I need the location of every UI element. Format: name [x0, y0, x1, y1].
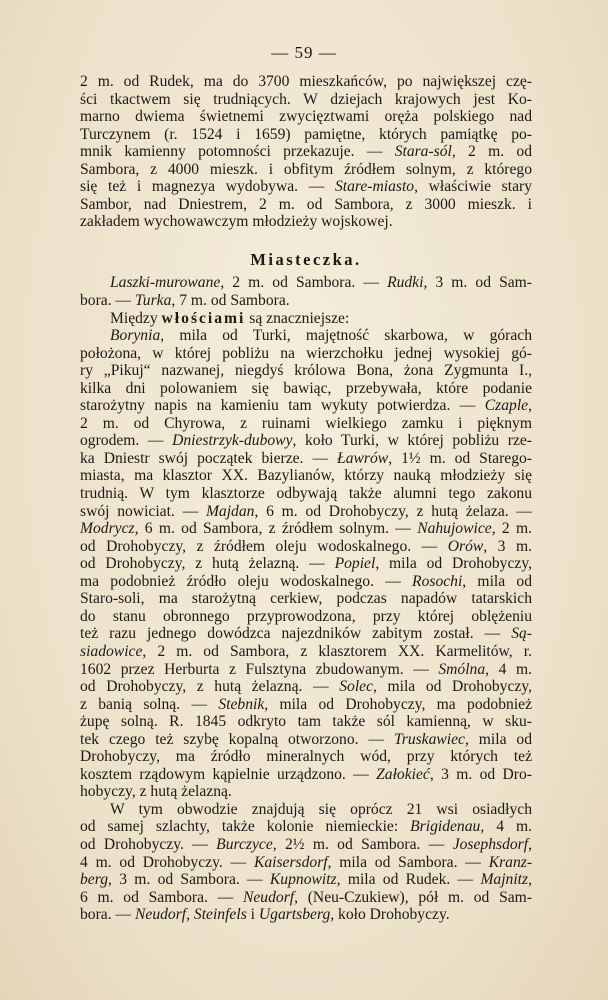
text-line: tek czego też szybę kopalną otworzono. — Truskawiec, mila od	[80, 730, 532, 748]
villages-heading-prefix: Między	[110, 309, 158, 327]
text-line: ogrodem. — Dniestrzyk-dubowy, koło Turki, w której pobliżu rze-	[80, 432, 532, 450]
text-line: od samej szlachty, także kolonie niemieckie: Brigidenau, 4 m.	[80, 818, 532, 836]
text-line: od Drohobyczy, z hutą żelazną. — Popiel, mila od Drohobyczy,	[80, 555, 532, 573]
text-line: siadowice, 2 m. od Sambora, z klasztorem XX. Karmelitów, r.	[80, 642, 532, 660]
text-line: z banią solną. — Stebnik, mila od Drohobyczy, ma podobnież	[80, 695, 533, 713]
text-line: 2 m. od Rudek, ma do 3700 mieszkańców, po największej czę-	[80, 73, 532, 90]
text-line: Turczynem (r. 1524 i 1659) pamiętne, których pamiątkę po-	[80, 125, 532, 143]
text-line: Drohobyczy, ma źródło mineralnych wód, przy których też	[80, 748, 532, 766]
text-line: położona, w której pobliżu na wierzchołku jednej wysokiej gó-	[80, 344, 532, 362]
text-line: żupę solną. R. 1845 odkryto tam także sól kamienną, w sku-	[80, 713, 532, 731]
text-line: bora. — Turka, 7 m. od Sambora.	[80, 292, 290, 310]
text-line: trudnią. W tym klasztorze odbywają także alumni tego zakonu	[80, 485, 532, 503]
text-line: 4 m. od Drohobyczy. — Kaisersdorf, mila od Sambora. — Kranz-	[80, 853, 533, 871]
text-line: 6 m. od Sambora. — Neudorf, (Neu-Czukiew), pół m. od Sam-	[80, 888, 532, 906]
text-line: do stanu obronnego przyprowodzona, przy której oblężeniu	[80, 607, 532, 625]
villages-heading	[80, 310, 532, 328]
villages-paragraph	[80, 327, 532, 801]
text-line: swój nowiciat. — Majdan, 6 m. od Drohobyczy, z hutą żelaza. —	[80, 502, 533, 520]
text-line: 1602 przez Herburta z Fulsztyna zbudowanym. — Smólna, 4 m.	[80, 660, 532, 678]
text-line: się też i magnezya wydobywa. — Stare-miasto, właściwie stary	[80, 178, 532, 196]
text-line: ma podobnież źródło oleju wodoskalnego. — Rosochi, mila od	[80, 572, 532, 590]
text-line: 2 m. od Chyrowa, z ruinami wielkiego zamku i pięknym	[80, 414, 532, 432]
text-line: Staro-soli, ma starożytną cerkiew, podczas napadów tatarskich	[80, 590, 532, 608]
text-line: Sambora, z 4000 mieszk. i obfitym źródłem solnym, z którego	[80, 160, 532, 178]
villages-heading-suffix: są znaczniejsze:	[249, 309, 350, 327]
text-line: ści tkactwem się trudniących. W dziejach krajowych jest Ko-	[80, 90, 532, 108]
text-line: Laszki-murowane, 2 m. od Sambora. — Rudki, 3 m. od Sam-	[110, 274, 532, 292]
text-line: mnik kamienny potomności przekazuje. — Stara-sól, 2 m. od	[80, 143, 533, 161]
text-line: Sambor, nad Dniestrem, 2 m. od Sambora, z 3000 mieszk. i	[80, 195, 532, 213]
page-number: — 59 —	[271, 43, 337, 62]
text-line: miasta, ma klasztor XX. Bazylianów, którzy nauką młodzieży się	[80, 467, 532, 485]
text-line: W tym obwodzie znajdują się oprócz 21 wsi osiadłych	[110, 800, 532, 818]
text-line: starożytny napis na kamieniu tam wykuty potwierdza. — Czaple,	[80, 397, 532, 415]
text-line: kilka dni polowaniem się bawiąc, przebywała, które podanie	[80, 379, 532, 397]
text-line: Modrycz, 6 m. od Sambora, z źródłem solnym. — Nahujowice, 2 m.	[80, 520, 532, 538]
colonies-paragraph	[80, 801, 532, 924]
text-line: ry „Pikuj“ nazwanej, niegdyś królowa Bona, żona Zygmunta I.,	[80, 362, 532, 380]
text-line: berg, 3 m. od Sambora. — Kupnowitz, mila od Rudek. — Majnitz,	[80, 871, 532, 889]
text-line: kosztem rządowym kąpielnie urządzono. — Załokieć, 3 m. od Dro-	[80, 765, 532, 783]
text-line: hobyczy, z hutą żelazną.	[80, 783, 232, 801]
text-line: od Drohobyczy, z źródłem oleju wodoskalnego. — Orów, 3 m.	[80, 537, 532, 555]
text-line: marno dwiema świetnemi zwycięztwami oręża polskiego nad	[80, 108, 532, 126]
text-line: od Drohobyczy, z hutą żelazną. — Solec, mila od Drohobyczy,	[80, 678, 532, 696]
text-line: też razu jednego dowódzca najezdników zabitym został. — Są-	[80, 625, 532, 643]
text-line: ka Dniestr swój początek bierze. — Ławrów, 1½ m. od Starego-	[80, 449, 533, 467]
section-title: Miasteczka.	[250, 249, 362, 269]
text-line: zakładem wychowawczym młodzieży wojskowej.	[80, 213, 393, 231]
towns-paragraph	[80, 274, 532, 309]
intro-paragraph	[80, 73, 532, 231]
villages-heading-spaced: włościami	[161, 309, 246, 327]
text-line: bora. — Neudorf, Steinfels i Ugartsberg, koło Drohobyczy.	[80, 906, 450, 924]
text-line: Borynia, mila od Turki, majętność skarbowa, w górach	[110, 327, 532, 345]
text-column	[80, 73, 532, 924]
text-line: od Drohobyczy. — Burczyce, 2½ m. od Sambora. — Josephsdorf,	[80, 835, 532, 853]
